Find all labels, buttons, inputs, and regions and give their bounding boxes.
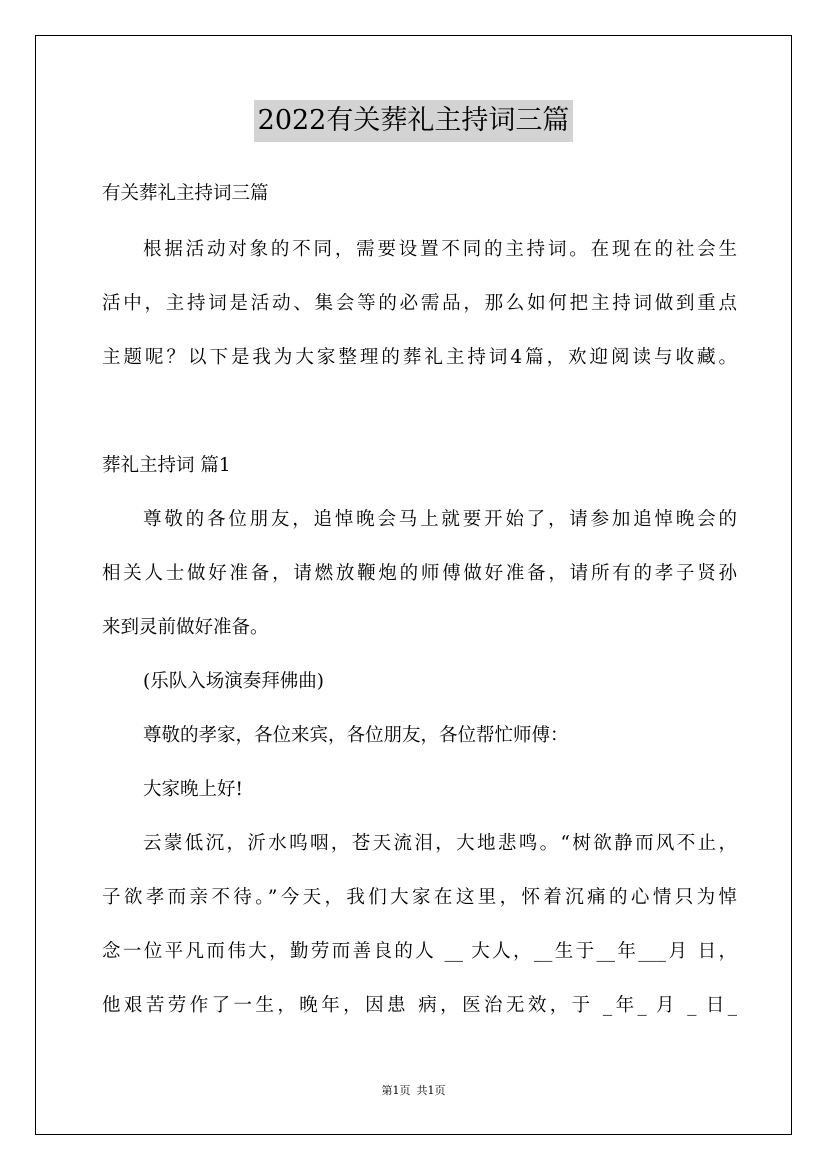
intro-line: 主题呢？以下是我为大家整理的葬礼主持词4篇，欢迎阅读与收藏。 (102, 347, 737, 368)
intro-line: 根据活动对象的不同，需要设置不同的主持词。在现在的社会生 (143, 239, 737, 260)
paragraph-line: 来到灵前做好准备。 (102, 617, 269, 638)
page-total: 共1页 (416, 1084, 446, 1097)
paragraph-line: 子欲孝而亲不待。”今天，我们大家在这里，怀着沉痛的心情只为悼 (102, 887, 737, 908)
paragraph-line: 大家晚上好! (143, 779, 243, 800)
subtitle: 有关葬礼主持词三篇 (102, 183, 269, 204)
paragraph-line: 云蒙低沉，沂水呜咽，苍天流泪，大地悲鸣。“树欲静而风不止， (143, 833, 737, 854)
page-footer (0, 1083, 827, 1099)
document-title: 2022有关葬礼主持词三篇 (254, 100, 574, 142)
paragraph-line: 尊敬的各位朋友，追悼晚会马上就要开始了，请参加追悼晚会的 (143, 509, 737, 530)
paragraph-line: 他艰苦劳作了一生，晚年，因患 病，医治无效，于 _年_ 月 _ 日_ (102, 995, 737, 1016)
section-heading: 葬礼主持词 篇1 (102, 455, 231, 476)
intro-line: 活中，主持词是活动、集会等的必需品，那么如何把主持词做到重点 (102, 293, 737, 314)
page-number: 第1页 (381, 1084, 411, 1097)
paragraph-line: 尊敬的孝家，各位来宾，各位朋友，各位帮忙师傅： (143, 725, 569, 746)
paragraph-line: (乐队入场演奏拜佛曲) (143, 671, 324, 692)
paragraph-line: 念一位平凡而伟大，勤劳而善良的人 __ 大人，__生于__年___月 日， (102, 941, 737, 962)
paragraph-line: 相关人士做好准备，请燃放鞭炮的师傅做好准备，请所有的孝子贤孙 (102, 563, 737, 584)
